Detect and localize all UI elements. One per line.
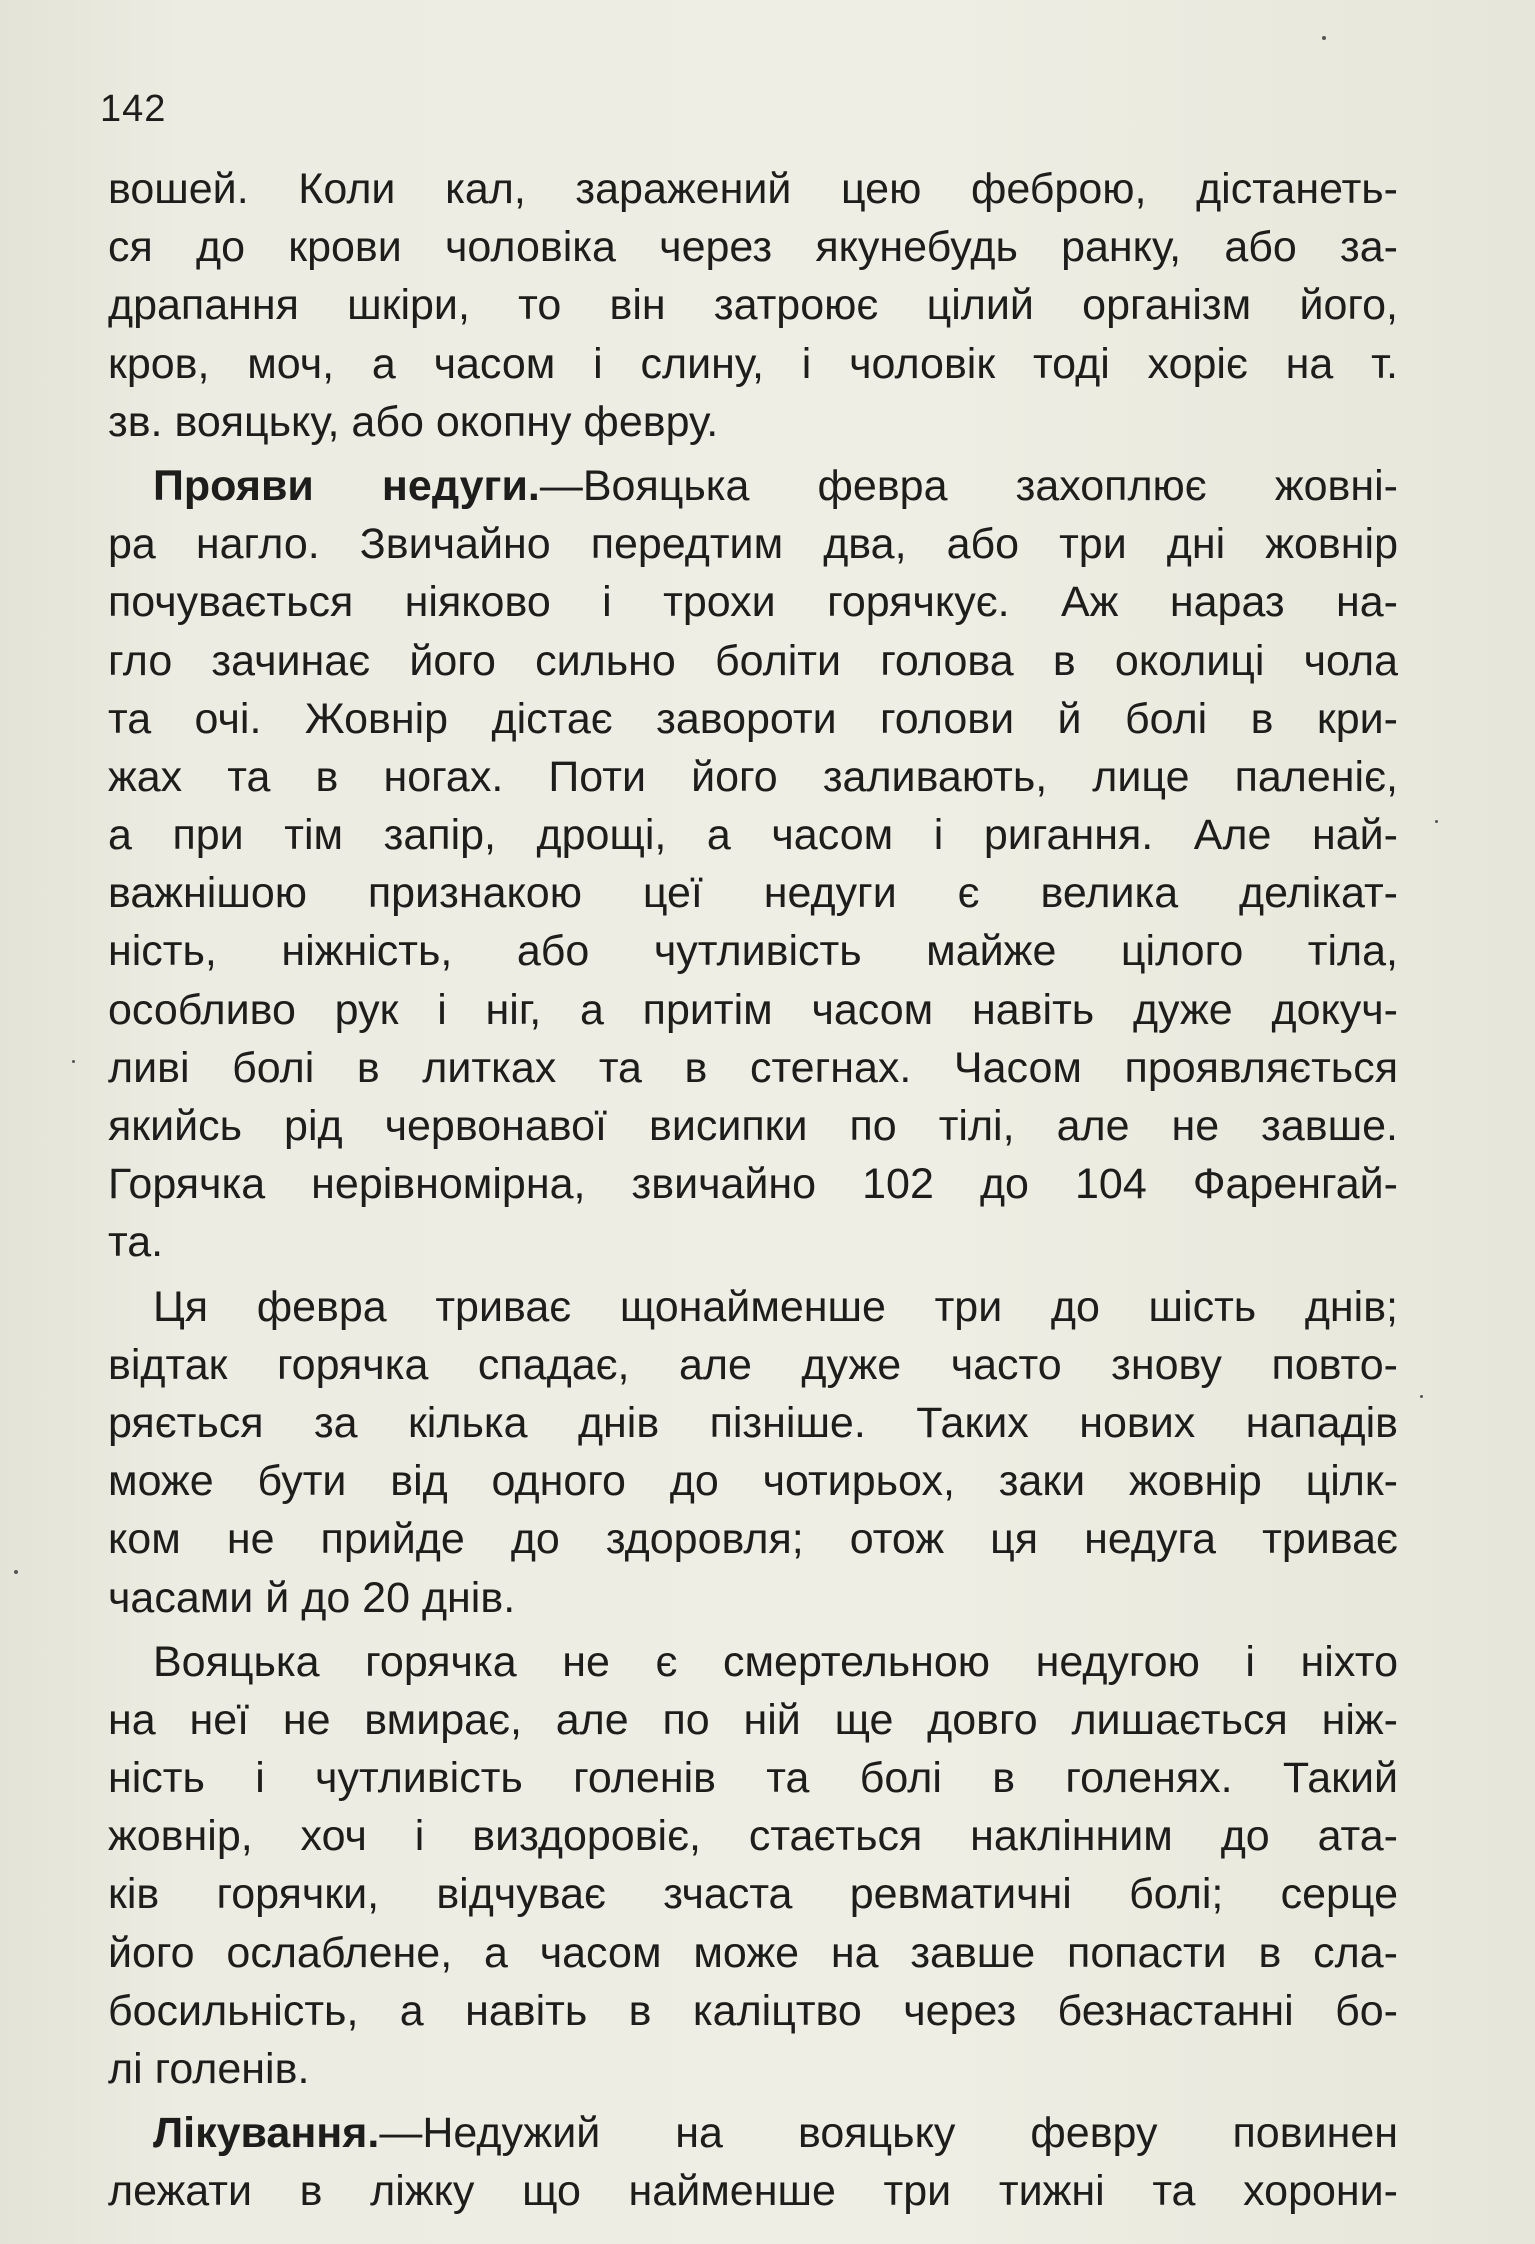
text-line: а при тім запір, дрощі, а часом і ригання. Але най- — [108, 811, 1398, 860]
text-line: та. — [108, 1218, 164, 1267]
text-line: лі голенів. — [108, 2045, 310, 2093]
scan-speck — [1322, 36, 1326, 40]
section-heading-treatment: Лікування. — [153, 2109, 380, 2158]
text-line: почувається ніяково і трохи горячкує. Аж нараз на- — [108, 578, 1398, 627]
text-line: Вояцька горячка не є смертельною недугою і ніхто — [153, 1637, 1398, 1686]
text-line: зв. вояцьку, або окопну февру. — [108, 397, 719, 446]
text-line: відтак горячка спадає, але дуже часто знову повто- — [108, 1340, 1398, 1389]
paragraph-treatment — [108, 2104, 1398, 2220]
paragraph-prognosis — [108, 1633, 1398, 2099]
text-line: може бути від одного до чотирьох, заки жовнір цілк- — [108, 1457, 1398, 1506]
scan-speck — [1435, 820, 1438, 823]
text-line: ряється за кілька днів пізніше. Таких нових нападів — [108, 1398, 1398, 1447]
text-line: ливі болі в литках та в стегнах. Часом проявляється — [108, 1043, 1398, 1092]
paragraph-1 — [108, 160, 1398, 451]
text-line — [108, 457, 1398, 515]
text-line — [108, 2104, 1398, 2162]
text-column — [108, 160, 1398, 2221]
text-line: Горячка нерівномірна, звичайно 102 до 104 Фаренгай- — [108, 1160, 1398, 1209]
text-line: лежати в ліжку що найменше три тижні та хорони- — [108, 2167, 1398, 2216]
text-line: жах та в ногах. Поти його заливають, лице паленіє, — [108, 752, 1398, 801]
text-line: ність і чутливість голенів та болі в голенях. Такий — [108, 1754, 1398, 1803]
text-line: особливо рук і ніг, а притім часом навіть дуже докуч- — [108, 985, 1398, 1034]
text-line: вошей. Коли кал, заражений цею феброю, дістанеть- — [108, 165, 1398, 213]
text-line: босильність, а навіть в каліцтво через безнастанні бо- — [108, 1986, 1398, 2035]
text-line: його ослаблене, а часом може на завше попасти в сла- — [108, 1928, 1398, 1977]
text-line: ра нагло. Звичайно передтим два, або три дні жовнір — [108, 520, 1398, 569]
text-line: кров, моч, а часом і слину, і чоловік тоді хоріє на т. — [108, 339, 1398, 388]
text-line: ків горячки, відчуває зчаста ревматичні болі; серце — [108, 1870, 1398, 1919]
paragraph-duration — [108, 1278, 1398, 1627]
text-line: часами й до 20 днів. — [108, 1573, 516, 1622]
text-line: на неї не вмирає, але по ній ще довго лишається ніж- — [108, 1695, 1398, 1744]
text-fragment: —Вояцька февра захоплює жовні- — [539, 461, 1398, 510]
section-heading-symptoms: Прояви недуги. — [153, 461, 540, 510]
paragraph-symptoms — [108, 457, 1398, 1272]
text-line: драпання шкіри, то він затроює цілий організм його, — [108, 281, 1398, 330]
text-line: якийсь рід червонавої висипки по тілі, але не завше. — [108, 1102, 1398, 1150]
text-line: Ця февра триває щонайменше три до шість днів; — [153, 1282, 1398, 1331]
text-line: ність, ніжність, або чутливість майже цілого тіла, — [108, 927, 1398, 976]
text-line: гло зачинає його сильно боліти голова в околиці чола — [108, 636, 1398, 685]
scan-speck — [14, 1570, 18, 1574]
text-line: важнішою признакою цеї недуги є велика делікат- — [108, 869, 1398, 918]
text-line: та очі. Жовнір дістає завороти голови й болі в кри- — [108, 694, 1398, 743]
page-number: 142 — [100, 88, 167, 130]
scan-speck — [72, 1060, 75, 1063]
scan-speck — [1420, 1395, 1423, 1398]
text-fragment: —Недужий на вояцьку февру повинен — [379, 2109, 1398, 2158]
text-line: ком не прийде до здоровля; отож ця недуга триває — [108, 1515, 1398, 1564]
text-line: жовнір, хоч і виздоровіє, стається наклінним до ата- — [108, 1812, 1398, 1861]
text-line: ся до крови чоловіка через якунебудь ранку, або за- — [108, 223, 1398, 272]
